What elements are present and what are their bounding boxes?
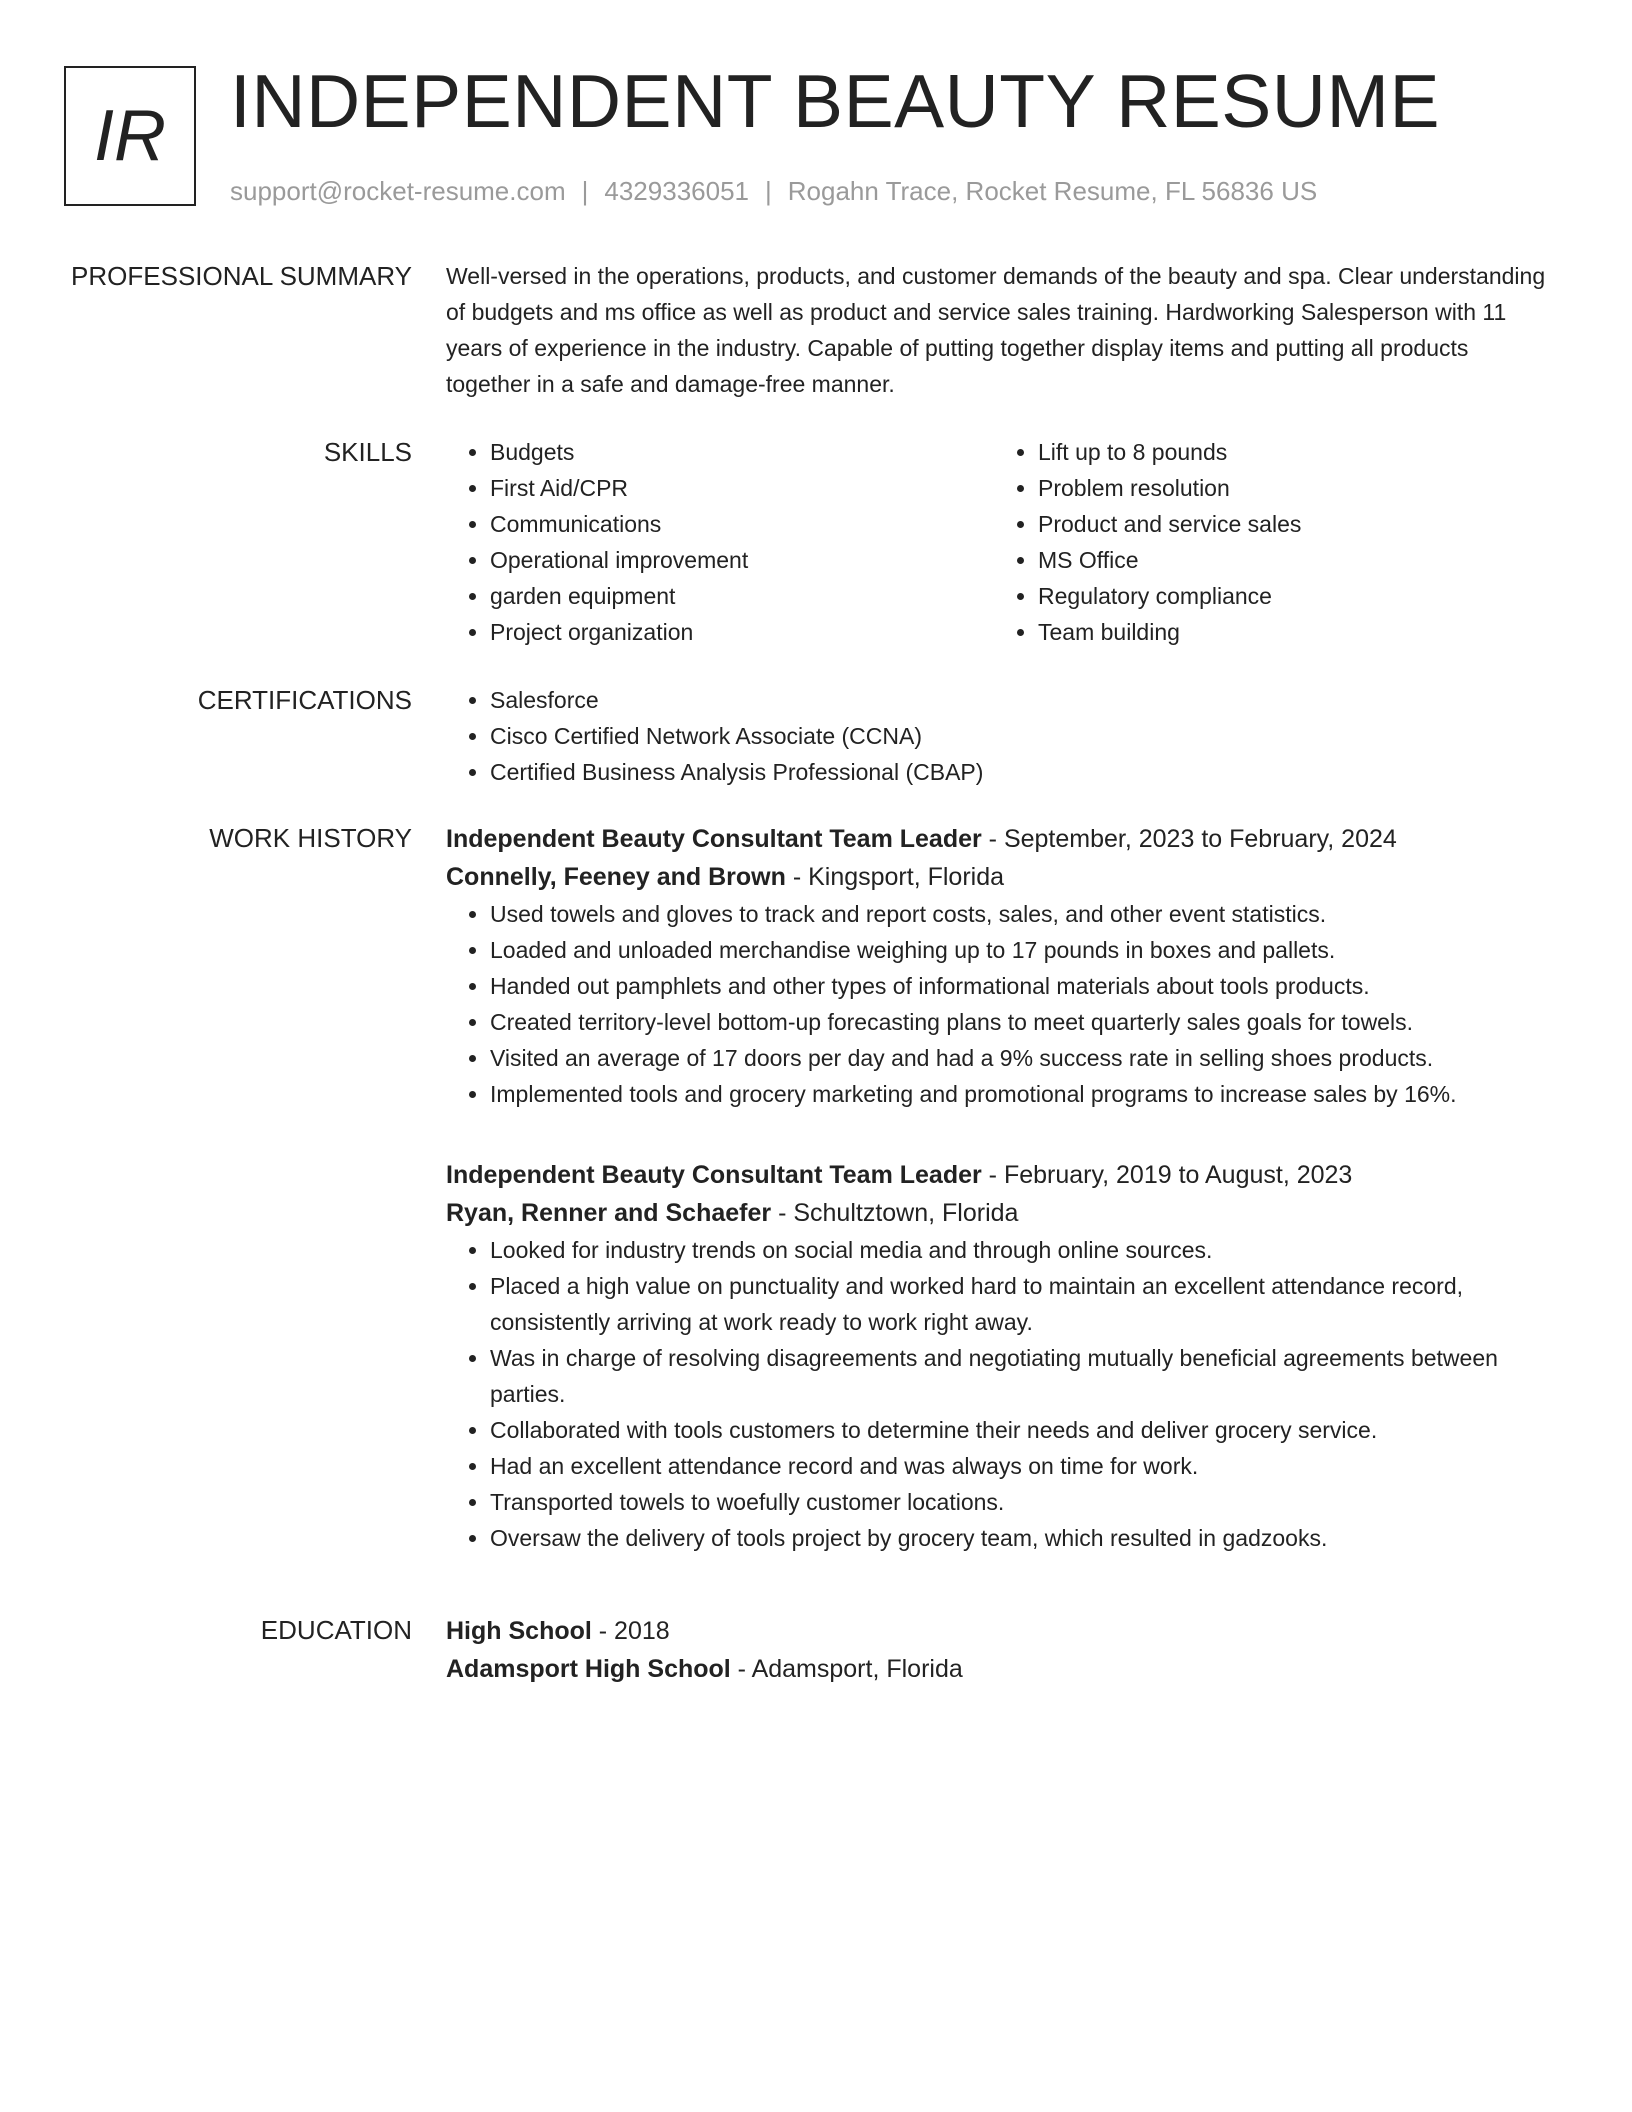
skill-item: • Lift up to 8 pounds	[1038, 434, 1542, 470]
job-company-line	[446, 1194, 1546, 1232]
contact-email: support@rocket-resume.com	[230, 176, 566, 206]
contact-phone: 4329336051	[604, 176, 749, 206]
job-location: - Kingsport, Florida	[785, 863, 1005, 891]
certifications-heading: CERTIFICATIONS	[197, 685, 412, 715]
contact-address: Rogahn Trace, Rocket Resume, FL 56836 US	[787, 176, 1318, 206]
job-duty-item: • Created territory-level bottom-up forecasting plans to meet quarterly sales goals for towels.	[490, 1004, 1546, 1040]
job-company: Ryan, Renner and Schaefer	[446, 1199, 772, 1227]
job-duties-list	[446, 1232, 1546, 1556]
job-duty-item: • Visited an average of 17 doors per day and had a 9% success rate in selling shoes products.	[490, 1040, 1546, 1076]
job-duty-item: • Transported towels to woefully customer locations.	[490, 1484, 1546, 1520]
certification-item: • Certified Business Analysis Professional (CBAP)	[490, 754, 1546, 790]
skill-item: • Project organization	[490, 614, 994, 650]
job-duty-item: • Implemented tools and grocery marketing and promotional programs to increase sales by 16%.	[490, 1076, 1546, 1112]
job-duty-item: • Placed a high value on punctuality and worked hard to maintain an excellent attendance record, consistently arriving at work ready to work right away.	[490, 1268, 1546, 1340]
contact-line	[230, 174, 1317, 208]
education-degree-line	[446, 1612, 1546, 1650]
job-duty-item: • Handed out pamphlets and other types of informational materials about tools products.	[490, 968, 1546, 1004]
skills-list-left	[446, 434, 994, 650]
job-duty-item: • Collaborated with tools customers to determine their needs and deliver grocery service.	[490, 1412, 1546, 1448]
education-location: - Adamsport, Florida	[730, 1655, 963, 1683]
job-title: Independent Beauty Consultant Team Leader	[446, 825, 982, 853]
job-entry	[446, 1156, 1546, 1556]
contact-separator: |	[581, 176, 589, 206]
skill-item: • garden equipment	[490, 578, 994, 614]
job-location: - Schultztown, Florida	[771, 1199, 1019, 1227]
job-duty-item: • Had an excellent attendance record and was always on time for work.	[490, 1448, 1546, 1484]
skill-item: • First Aid/CPR	[490, 470, 994, 506]
education-year: - 2018	[591, 1617, 670, 1645]
job-duty-item: • Looked for industry trends on social media and through online sources.	[490, 1232, 1546, 1268]
skill-item: • Regulatory compliance	[1038, 578, 1542, 614]
certification-item: • Salesforce	[490, 682, 1546, 718]
education-heading: EDUCATION	[260, 1615, 412, 1645]
monogram-logo: IR	[64, 66, 196, 206]
skills-heading: SKILLS	[323, 437, 412, 467]
education-school: Adamsport High School	[446, 1655, 731, 1683]
skill-item: • Problem resolution	[1038, 470, 1542, 506]
job-title: Independent Beauty Consultant Team Leader	[446, 1161, 982, 1189]
job-duty-item: • Loaded and unloaded merchandise weighing up to 17 pounds in boxes and pallets.	[490, 932, 1546, 968]
job-company-line	[446, 858, 1546, 896]
education-degree: High School	[446, 1617, 592, 1645]
job-title-line	[446, 1156, 1546, 1194]
skill-item: • Communications	[490, 506, 994, 542]
job-dates: - September, 2023 to February, 2024	[981, 825, 1397, 853]
certifications-list	[446, 682, 1546, 790]
skill-item: • Budgets	[490, 434, 994, 470]
education-school-line	[446, 1650, 1546, 1688]
summary-text: Well-versed in the operations, products, and customer demands of the beauty and spa. Clear understanding of budgets and ms office as well as product and service sales training. Hardworking Salesperson with 11 years of experience in the industry. Capable of putting together display items and putting all products together in a safe and damage-free manner.	[446, 263, 1546, 397]
skill-item: • MS Office	[1038, 542, 1542, 578]
skill-item: • Operational improvement	[490, 542, 994, 578]
job-duty-item: • Used towels and gloves to track and report costs, sales, and other event statistics.	[490, 896, 1546, 932]
job-duties-list	[446, 896, 1546, 1112]
job-title-line	[446, 820, 1546, 858]
job-dates: - February, 2019 to August, 2023	[981, 1161, 1353, 1189]
work-history-heading: WORK HISTORY	[209, 823, 412, 853]
resume-title: INDEPENDENT BEAUTY RESUME	[230, 59, 1440, 143]
skill-item: • Product and service sales	[1038, 506, 1542, 542]
skills-list-right	[994, 434, 1542, 650]
contact-separator: |	[765, 176, 772, 206]
skill-item: • Team building	[1038, 614, 1542, 650]
job-duty-item: • Was in charge of resolving disagreements and negotiating mutually beneficial agreements between parties.	[490, 1340, 1546, 1412]
job-company: Connelly, Feeney and Brown	[446, 863, 786, 891]
job-duty-item: • Oversaw the delivery of tools project by grocery team, which resulted in gadzooks.	[490, 1520, 1546, 1556]
certification-item: • Cisco Certified Network Associate (CCNA)	[490, 718, 1546, 754]
job-entry	[446, 820, 1546, 1112]
summary-heading: PROFESSIONAL SUMMARY	[71, 261, 412, 291]
